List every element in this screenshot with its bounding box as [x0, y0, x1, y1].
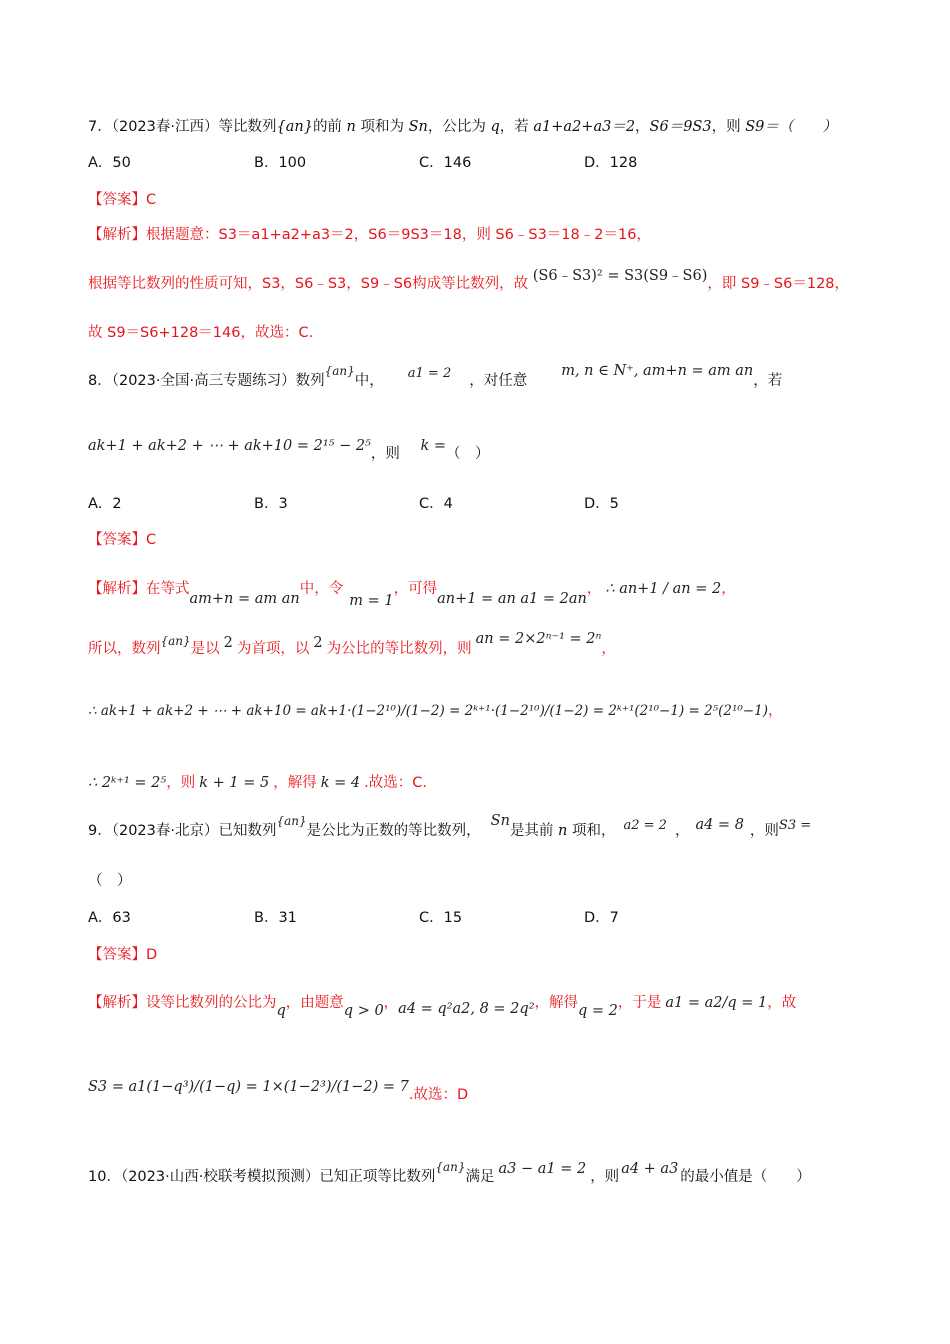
q8-solution-line-1 — [88, 578, 860, 609]
q7-solution-formula: (S6﹣S3)² = S3(S9﹣S6) — [532, 268, 708, 284]
q7-solution-line-1 — [88, 224, 860, 246]
q8-sol1-f3: an+1 = an a1 = 2an — [437, 591, 587, 607]
q7-option-b: B．100 — [254, 155, 307, 171]
q8-solution-tag: 【解析】 — [88, 581, 146, 597]
q8-option-b: B．3 — [254, 496, 288, 512]
q7-n: n — [346, 119, 356, 135]
q9-stem-mid4: ，则 — [749, 823, 779, 839]
q8-option-c: C．4 — [419, 496, 453, 512]
q8-seq: {an} — [324, 364, 355, 378]
q7-stem-mid2: 项和为 — [360, 119, 404, 135]
q8-sol3-e: ， — [767, 703, 783, 719]
q9-stem-prefix: 9．（2023春·北京）已知数列 — [88, 823, 277, 839]
q7-answer: 【答案】C — [88, 192, 157, 208]
q7-solution-text-1: 根据题意：S3＝a1+a2+a3＝2，S6＝9S3＝18，则 S6﹣S3＝18﹣2＝16， — [146, 227, 651, 243]
q8-sol2-c: 为首项，以 — [236, 641, 310, 657]
q9-solution-line-1 — [88, 992, 860, 1019]
q8-stem-mid3: ，若 — [753, 373, 783, 389]
q8-sol1-e: ， — [721, 581, 736, 597]
q9-sol1-g: ，故 — [767, 995, 797, 1011]
q9-option-c: C．15 — [419, 910, 463, 926]
q9-answer: 【答案】D — [88, 947, 158, 963]
q9-solution-tag: 【解析】 — [88, 995, 146, 1011]
q9-sol2-f: S3 = a1(1−q³)/(1−q) = 1×(1−2³)/(1−2) = 7 — [88, 1079, 409, 1095]
q9-stem-mid2: 是其前 — [509, 823, 554, 839]
q8-stem-mid1: 中， — [354, 373, 384, 389]
q8-answer: 【答案】C — [88, 532, 157, 548]
q10-stem-prefix: 10．（2023·山西·校联考模拟预测）已知正项等比数列 — [88, 1169, 436, 1185]
q7-solution-line-2 — [88, 268, 860, 295]
q9-sol1-f4: a1 = a2/q = 1 — [665, 995, 768, 1011]
q8-sol4-f1: ∴ 2ᵏ⁺¹ = 2⁵ — [88, 775, 167, 791]
q9-option-b: B．31 — [254, 910, 297, 926]
q10-stem-mid1: 满足 — [465, 1169, 495, 1185]
q8-sum: ak+1 + ak+2 + ⋯ + ak+10 = 2¹⁵ − 2⁵ — [88, 438, 371, 454]
q8-cond: m, n ∈ N⁺, am+n = am an — [561, 363, 754, 379]
q7-solution-tail: ，即 S9﹣S6＝128， — [707, 276, 850, 292]
q10-seq: {an} — [435, 1160, 466, 1174]
q8-stem-line-2 — [88, 438, 860, 465]
q9-option-d: D．7 — [584, 910, 619, 926]
q8-a1: a1 = 2 — [407, 366, 452, 381]
q10-cond: a3 − a1 = 2 — [498, 1161, 587, 1177]
q7-solution-line-3: 故 S9＝S6+128＝146，故选：C. — [88, 325, 314, 341]
q7-stem-mid3: ，公比为 — [427, 119, 486, 135]
q10-stem — [88, 1160, 860, 1188]
q8-sol1-b: 中，令 — [299, 581, 344, 597]
q7-seq: {an} — [276, 119, 313, 135]
q7-option-c: C．146 — [419, 155, 472, 171]
q8-sol2-e: ， — [601, 641, 616, 657]
q9-sol2-a: .故选：D — [408, 1087, 469, 1103]
q7-stem-mid1: 的前 — [312, 119, 342, 135]
q8-sol1-c: ，可得 — [393, 581, 438, 597]
q8-sol4-f3: k = 4 — [320, 775, 361, 791]
q7-cond1: a1+a2+a3＝2 — [533, 119, 636, 135]
q9-paren: （ ） — [88, 873, 132, 889]
q7-stem-mid4: ，若 — [499, 119, 529, 135]
q8-sol4-a: ，则 — [166, 775, 196, 791]
q8-sol4-f2: k + 1 = 5 — [199, 775, 270, 791]
q10-expr: a4 + a3 — [621, 1161, 679, 1177]
q9-stem-line-1 — [88, 813, 860, 843]
q8-sol1-f1: am+n = am an — [189, 591, 300, 607]
q9-sol1-a: 设等比数列的公比为 — [146, 995, 277, 1011]
q8-stem-line-1 — [88, 363, 860, 393]
q8-sol2-seq: {an} — [160, 634, 191, 648]
q9-stem-mid1: 是公比为正数的等比数列， — [306, 823, 481, 839]
q8-sol4-b: ，解得 — [273, 775, 317, 791]
q8-sol1-d: ， — [586, 581, 602, 597]
q9-stem-mid3: 项和， — [572, 823, 616, 839]
q9-sol1-e: ，于是 — [617, 995, 662, 1011]
q8-option-a: A．2 — [88, 496, 122, 512]
q8-sol2-a: 所以，数列 — [88, 641, 161, 657]
q9-seq: {an} — [276, 814, 307, 828]
q10-stem-mid2: ，则 — [590, 1169, 620, 1185]
q9-a2: a2 = 2 — [623, 818, 667, 833]
q9-a4: a4 = 8 — [695, 817, 744, 833]
q10-stem-mid3: 的最小值是（ ） — [680, 1169, 811, 1185]
q8-sol1-a: 在等式 — [146, 581, 190, 597]
q9-ask: S3 = — [778, 818, 812, 833]
q7-option-d: D．128 — [584, 155, 638, 171]
q7-cond2: S6＝9S3 — [649, 119, 712, 135]
q9-sol1-f1: q > 0 — [343, 1003, 384, 1019]
q8-sol1-f2: m = 1 — [349, 593, 394, 609]
q8-sol2-f: an = 2×2ⁿ⁻¹ = 2ⁿ — [475, 631, 602, 647]
q8-solution-line-2 — [88, 631, 860, 660]
q8-sol2-b: 是以 — [190, 641, 220, 657]
q9-sol1-b: ，由题意 — [285, 995, 344, 1011]
q8-stem-mid4: ，则 — [370, 446, 400, 462]
q9-option-a: A．63 — [88, 910, 131, 926]
q7-stem-mid5: ，则 — [711, 119, 741, 135]
q9-sol1-d: ，解得 — [534, 995, 579, 1011]
q9-solution-line-2 — [88, 1079, 860, 1106]
q8-stem-prefix: 8．（2023·全国·高三专题练习）数列 — [88, 373, 325, 389]
q9-sol1-f2: a4 = q²a2, 8 = 2q² — [398, 1001, 535, 1017]
q9-sep: ， — [674, 823, 690, 839]
q7-stem-prefix: 7．（2023春·江西）等比数列 — [88, 119, 277, 135]
q7-solution-text-2: 根据等比数列的性质可知，S3，S6﹣S3，S9﹣S6构成等比数列，故 — [88, 276, 529, 292]
q8-sol2-d: 为公比的等比数列，则 — [326, 641, 472, 657]
q7-ask: S9＝（ ） — [745, 119, 837, 135]
q8-solution-line-4 — [88, 772, 860, 794]
q7-sep: ， — [635, 119, 650, 135]
q8-option-d: D．5 — [584, 496, 619, 512]
q9-sol1-c: ， — [383, 995, 399, 1011]
q8-k: k = — [420, 438, 447, 454]
q7-option-a: A．50 — [88, 155, 131, 171]
q9-n: n — [558, 823, 568, 839]
q8-sol2-two1: 2 — [223, 635, 233, 651]
q7-solution-tag: 【解析】 — [88, 227, 146, 243]
q8-sol3-f: ∴ ak+1 + ak+2 + ⋯ + ak+10 = ak+1·(1−2¹⁰)/(1−2) = 2ᵏ⁺¹·(1−2¹⁰)/(1−2) = 2ᵏ⁺¹(2¹⁰−1) = 2⁵(2¹⁰−1) — [88, 703, 768, 719]
q8-solution-line-3 — [88, 700, 860, 722]
q7-stem — [88, 116, 860, 138]
q9-sol1-q: q — [276, 1003, 286, 1019]
q9-sol1-f3: q = 2 — [578, 1003, 618, 1019]
q8-sol1-f4: ∴ an+1 / an = 2 — [605, 581, 722, 597]
q8-stem-mid2: ，对任意 — [469, 373, 528, 389]
q9-Sn: Sn — [490, 813, 510, 829]
q8-sol4-c: .故选：C. — [364, 775, 427, 791]
q7-Sn: Sn — [408, 119, 428, 135]
q8-sol2-two2: 2 — [313, 635, 323, 651]
q8-paren: （ ） — [446, 446, 490, 462]
q7-q: q — [490, 119, 500, 135]
